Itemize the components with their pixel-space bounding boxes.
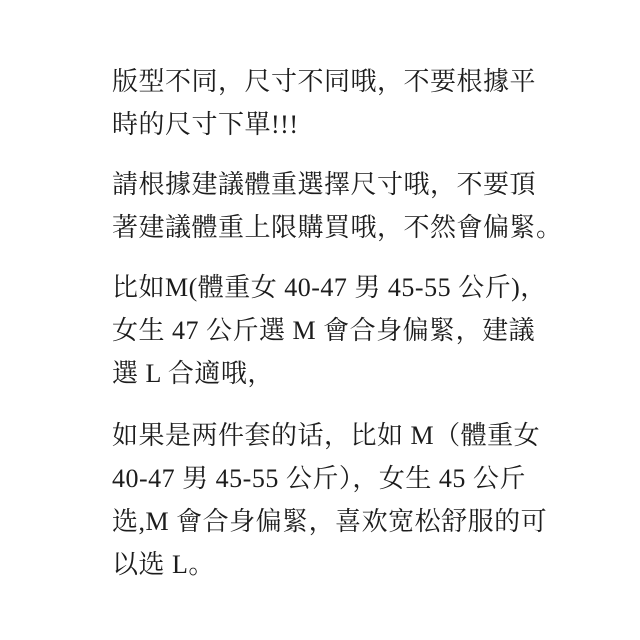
text-line: 選 L 合適哦， <box>112 359 274 388</box>
paragraph <box>112 60 552 146</box>
text-line: 版型不同，尺寸不同哦，不要根據平 <box>112 67 537 96</box>
text-line: 請根據建議體重選擇尺寸哦，不要頂 <box>112 170 537 199</box>
text-line: 比如M(體重女 40-47 男 45-55 公斤)， <box>112 273 547 302</box>
text-line: 40-47 男 45-55 公斤），女生 45 公斤 <box>112 464 526 493</box>
size-guide-text <box>112 60 563 586</box>
paragraph <box>112 414 552 586</box>
text-line: 选,M 會合身偏緊，喜欢宽松舒服的可 <box>112 507 548 536</box>
text-line: 如果是两件套的话，比如 M（體重女 <box>112 421 541 450</box>
text-line: 時的尺寸下單!!! <box>112 110 299 139</box>
text-line: 著建議體重上限購買哦，不然會偏緊。 <box>112 213 563 242</box>
text-line: 以选 L。 <box>112 550 215 579</box>
text-line: 女生 47 公斤選 M 會合身偏緊，建議 <box>112 316 536 345</box>
paragraph <box>112 163 563 249</box>
paragraph <box>112 266 552 395</box>
